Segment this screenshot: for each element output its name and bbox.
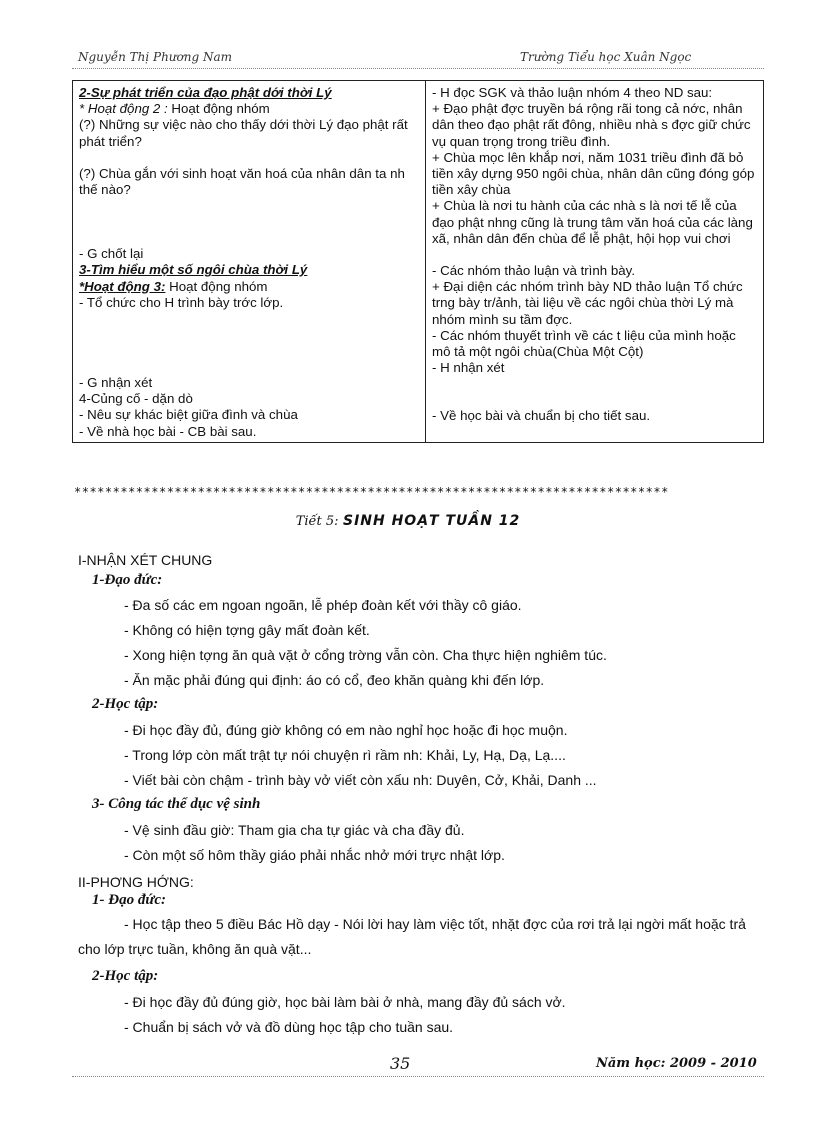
question-1: (?) Những sự việc nào cho thấy dới thời Lý đạo phật rất phát triển? bbox=[79, 117, 412, 149]
part1-sub1-item: - Ăn mặc phải đúng qui định: áo có cổ, đeo khăn quàng khi đến lớp. bbox=[124, 672, 545, 688]
section2-heading: 2-Sự phát triển của đạo phật dới thời Lý bbox=[79, 85, 332, 100]
teacher-comment: - G nhận xét bbox=[79, 375, 153, 391]
difference-question: - Nêu sự khác biệt giữa đình và chùa bbox=[79, 407, 298, 423]
question-2: (?) Chùa gắn với sinh hoạt văn hoá của nhân dân ta nh thế nào? bbox=[79, 165, 409, 198]
part1-sub2: 2-Học tập: bbox=[92, 696, 159, 712]
part1-sub3: 3- Công tác thể dục vệ sinh bbox=[92, 796, 261, 812]
student-step-6: + Đại diện các nhóm trình bày ND thảo luận Tổ chức trng bày tr/ảnh, tài liệu về các ngôi chùa thời Lý mà nhóm mình su tầm đợc. bbox=[432, 279, 747, 327]
part1-sub1-item: - Đa số các em ngoan ngoãn, lễ phép đoàn kết với thầy cô giáo. bbox=[124, 597, 522, 613]
star-separator: ***************************************************************************** bbox=[74, 485, 669, 499]
activity2-label: * Hoạt động 2 : bbox=[79, 101, 168, 117]
homework: - Về nhà học bài - CB bài sau. bbox=[79, 423, 257, 439]
lesson-prefix: Tiết 5: bbox=[295, 514, 339, 529]
footer-divider bbox=[72, 1076, 764, 1077]
student-step-3: + Chùa mọc lên khắp nơi, năm 1031 triều đình đã bỏ tiền xây dựng 950 ngôi chùa, nhân dân cũng đóng góp tiền xây chùa bbox=[432, 149, 759, 198]
lesson-plan-table bbox=[72, 80, 764, 443]
student-step-1: - H đọc SGK và thảo luận nhóm 4 theo ND sau: bbox=[432, 85, 713, 100]
header-school: Trường Tiểu học Xuân Ngọc bbox=[520, 50, 692, 64]
teacher-column bbox=[73, 81, 426, 443]
school-year: Năm học: 2009 - 2010 bbox=[596, 1056, 757, 1071]
lesson-title bbox=[0, 512, 816, 530]
part1-heading: I-NHẬN XÉT CHUNG bbox=[78, 552, 213, 568]
activity3-line bbox=[79, 279, 419, 295]
teacher-conclude: - G chốt lại bbox=[79, 246, 144, 262]
part2-sub2: 2-Học tập: bbox=[92, 968, 159, 984]
lesson-name: SINH HOẠT TUẦN 12 bbox=[342, 513, 521, 529]
student-step-7: - Các nhóm thuyết trình về các t liệu của mình hoặc mô tả một ngôi chùa(Chùa Một Cột) bbox=[432, 327, 740, 360]
part1-sub1-item: - Không có hiện tợng gây mất đoàn kết. bbox=[124, 622, 370, 638]
activity2-line bbox=[79, 101, 419, 117]
header-author: Nguyễn Thị Phương Nam bbox=[78, 50, 233, 64]
student-step-8: - H nhận xét bbox=[432, 360, 505, 376]
activity3-label: *Hoạt động 3: bbox=[79, 278, 166, 294]
part1-sub3-item: - Vệ sinh đầu giờ: Tham gia cha tự giác và cha đầy đủ. bbox=[124, 822, 465, 838]
header-divider bbox=[72, 68, 764, 69]
student-column bbox=[426, 81, 764, 443]
part1-sub2-item: - Viết bài còn chậm - trình bày vở viết còn xấu nh: Duyên, Cở, Khải, Danh ... bbox=[124, 772, 597, 788]
section3-heading: 3-Tìm hiểu một số ngôi chùa thời Lý bbox=[79, 262, 308, 278]
activity3-text: Hoạt động nhóm bbox=[165, 278, 268, 294]
part2-sub2-item: - Đi học đầy đủ đúng giờ, học bài làm bài ở nhà, mang đầy đủ sách vở. bbox=[124, 994, 566, 1010]
part1-sub2-item: - Trong lớp còn mất trật tự nói chuyện rì rầm nh: Khải, Ly, Hạ, Dạ, Lạ.... bbox=[124, 747, 566, 763]
part1-sub1: 1-Đạo đức: bbox=[92, 572, 163, 588]
student-step-5: - Các nhóm thảo luận và trình bày. bbox=[432, 263, 636, 279]
activity2-text: Hoạt động nhóm bbox=[167, 101, 270, 117]
student-step-4: + Chùa là nơi tu hành của các nhà s là nơi tế lễ của đạo phật nhng cũng là trung tâm văn hoá của các làng xã, nhân dân đến chùa để lễ phật, hội họp vui chơi bbox=[432, 198, 757, 246]
student-step-9: - Về học bài và chuẩn bị cho tiết sau. bbox=[432, 408, 651, 424]
student-step-2: + Đạo phật đợc truyền bá rộng rãi tong cả nớc, nhân dân theo đạo phật rất đông, nhiều nhà s đợc giữ chức vụ quan trọng trong triều đình. bbox=[432, 101, 755, 149]
part1-sub3-item: - Còn một số hôm thầy giáo phải nhắc nhở mới trực nhật lớp. bbox=[124, 847, 505, 863]
part2-sub2-item: - Chuẩn bị sách vở và đồ dùng học tập cho tuần sau. bbox=[124, 1019, 454, 1035]
part2-sub1: 1- Đạo đức: bbox=[92, 892, 166, 908]
part2-heading: II-PHƠNG HỚNG: bbox=[78, 874, 194, 890]
organize-presentation: - Tổ chức cho H trình bày trớc lớp. bbox=[79, 294, 284, 310]
page-number: 35 bbox=[390, 1054, 411, 1073]
part1-sub2-item: - Đi học đầy đủ, đúng giờ không có em nào nghỉ học hoặc đi học muộn. bbox=[124, 722, 568, 738]
part1-sub1-item: - Xong hiện tợng ăn quà vặt ở cổng trờng vẫn còn. Cha thực hiện nghiêm túc. bbox=[124, 647, 607, 663]
part2-paragraph: - Học tập theo 5 điều Bác Hồ dạy - Nói lời hay làm việc tốt, nhặt đợc của rơi trả lại ngời mất hoặc trả cho lớp trực tuần, không ăn quà vặt... bbox=[78, 916, 746, 957]
consolidation-heading: 4-Củng cố - dặn dò bbox=[79, 391, 193, 407]
